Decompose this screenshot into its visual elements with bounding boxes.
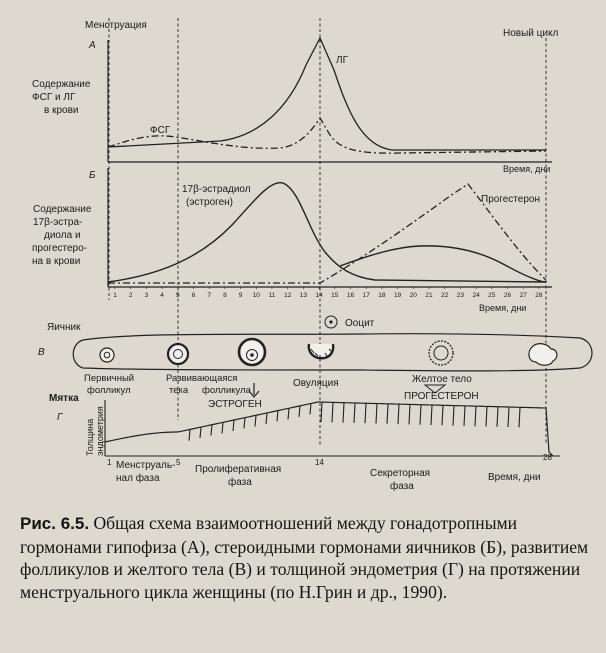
- svg-text:на в крови: на в крови: [32, 256, 81, 267]
- primary-follicle-label: [84, 373, 134, 396]
- panel-a-letter: А: [89, 40, 96, 51]
- day-tick-21: 21: [425, 292, 433, 299]
- svg-text:Содержание: Содержание: [32, 79, 91, 90]
- endometrium-gland-mark: [519, 407, 520, 427]
- endometrium-gland-mark: [255, 416, 256, 427]
- panel-g-y-label: Толщина эндометрия: [85, 406, 105, 456]
- day-tick-17: 17: [362, 292, 370, 299]
- svg-text:нал фаза: нал фаза: [116, 473, 160, 484]
- panel-g-tissue-label: Мятка: [49, 393, 79, 404]
- endometrium-gland-mark: [343, 403, 344, 423]
- estradiol-label: [182, 184, 251, 208]
- day-tick-24: 24: [472, 292, 480, 299]
- corpus-luteum-label: Желтое тело: [412, 374, 472, 385]
- day-tick-4: 4: [160, 292, 164, 299]
- endometrium-gland-mark: [310, 403, 311, 414]
- endometrium-gland-mark: [288, 408, 289, 419]
- day-tick-labels: [113, 287, 543, 299]
- progesterone-label: Прогестерон: [481, 194, 540, 205]
- endometrium-gland-mark: [211, 425, 212, 436]
- day-tick-18: 18: [378, 292, 386, 299]
- svg-text:Менструаль-: Менструаль-: [116, 460, 176, 471]
- svg-text:17β-эстра-: 17β-эстра-: [33, 217, 83, 228]
- menstrual-phase-label: [116, 460, 175, 484]
- endometrium-gland-mark: [453, 406, 454, 426]
- oocyte-label: Ооцит: [345, 318, 375, 329]
- endometrium-gland-mark: [431, 405, 432, 425]
- endometrium-gland-mark: [409, 404, 410, 424]
- day-tick-11: 11: [268, 292, 276, 299]
- day-tick-27: 27: [519, 292, 527, 299]
- g-day-28: 28: [543, 453, 552, 462]
- endometrium-gland-mark: [189, 430, 190, 441]
- panel-b-letter: Б: [89, 170, 96, 181]
- endometrium-gland-mark: [508, 407, 509, 427]
- day-tick-8: 8: [223, 292, 227, 299]
- secretory-phase-label: [370, 468, 430, 492]
- endometrium-thickness-curve: [105, 402, 553, 456]
- figure-caption: [20, 512, 598, 603]
- figure-caption-text: Общая схема взаимоотношений между гонадотропными гормонами гипофиза (А), стероидными гормонами яичников (Б), развитием фолликулов и желтого тела (В) и толщиной эндометрия (Г) на протяжении менструального цикла женщины (по Н.Грин и др., 1990).: [20, 513, 589, 602]
- day-tick-16: 16: [346, 292, 355, 299]
- svg-text:фолликул: фолликул: [87, 385, 131, 396]
- g-day-5: 5: [176, 458, 181, 467]
- day-tick-1: 1: [113, 292, 117, 299]
- endometrium-gland-mark: [332, 402, 333, 422]
- ovulation-follicle-icon: [309, 344, 333, 358]
- panel-v-progesterone-label: ПРОГЕСТЕРОН: [404, 391, 479, 402]
- endometrium-gland-mark: [376, 404, 377, 424]
- svg-text:Секреторная: Секреторная: [370, 468, 431, 479]
- new-cycle-label: Новый цикл: [503, 28, 559, 39]
- svg-text:фаза: фаза: [228, 477, 252, 488]
- svg-text:ФСГ и ЛГ: ФСГ и ЛГ: [32, 92, 76, 103]
- svg-text:17β-эстрадиол: 17β-эстрадиол: [182, 184, 251, 195]
- corpus-albicans-icon: [529, 344, 557, 366]
- panel-b-y-axis-title: [32, 204, 92, 267]
- day-tick-6: 6: [191, 292, 196, 299]
- primary-follicle-icon: [100, 348, 114, 362]
- panel-a-x-label: Время, дни: [503, 164, 551, 174]
- day-tick-5: 5: [175, 292, 180, 299]
- panel-g-x-label: Время, дни: [488, 472, 541, 483]
- svg-text:фолликула: фолликула: [202, 385, 251, 396]
- day-tick-19: 19: [393, 292, 402, 299]
- day-tick-25: 25: [488, 292, 496, 299]
- ovulation-label: Овуляция: [293, 378, 339, 389]
- panel-b-x-label: Время, дни: [479, 303, 527, 313]
- fsh-curve: [108, 118, 546, 153]
- endometrium-gland-mark: [486, 406, 487, 426]
- mature-follicle-icon: [239, 339, 265, 365]
- endometrium-gland-mark: [233, 420, 234, 431]
- day-tick-20: 20: [409, 292, 417, 299]
- corpus-luteum-icon: [429, 341, 453, 365]
- endometrium-gland-mark: [387, 404, 388, 424]
- proliferative-phase-label: [195, 463, 281, 488]
- day-tick-14: 14: [315, 292, 323, 299]
- svg-text:(эстроген): (эстроген): [186, 197, 233, 208]
- svg-text:Содержание: Содержание: [33, 204, 92, 215]
- day-tick-13: 13: [299, 292, 308, 299]
- day-tick-28: 28: [535, 292, 543, 299]
- svg-text:фаза: фаза: [390, 481, 414, 492]
- endometrium-gland-mark: [200, 427, 201, 438]
- day-tick-23: 23: [456, 292, 465, 299]
- day-tick-10: 10: [252, 292, 260, 299]
- svg-text:Развивающаяся: Развивающаяся: [166, 373, 238, 384]
- menstruation-label: Менструация: [85, 20, 147, 31]
- endometrium-gland-mark: [497, 407, 498, 427]
- day-tick-7: 7: [207, 292, 212, 299]
- endometrium-gland-mark: [299, 406, 300, 417]
- endometrium-gland-mark: [475, 406, 476, 426]
- fsh-label: ФСГ: [150, 125, 171, 136]
- endometrium-gland-mark: [277, 410, 278, 421]
- svg-text:тека: тека: [169, 385, 189, 396]
- endometrium-gland-mark: [464, 406, 465, 426]
- panel-v-letter: В: [38, 347, 45, 358]
- day-tick-3: 3: [144, 292, 149, 299]
- day-tick-2: 2: [128, 292, 133, 299]
- ovary-label: Яичник: [47, 322, 81, 333]
- day-tick-9: 9: [238, 292, 243, 299]
- g-day-1: 1: [107, 458, 112, 467]
- day-tick-12: 12: [284, 292, 292, 299]
- svg-text:Первичный: Первичный: [84, 373, 135, 384]
- day-tick-22: 22: [441, 292, 449, 299]
- g-day-14: 14: [315, 458, 324, 467]
- developing-follicle-label: [166, 373, 252, 396]
- panel-g-letter: Г: [57, 412, 63, 423]
- endometrium-gland-mark: [398, 404, 399, 424]
- developing-follicle-icon: [168, 344, 188, 364]
- endometrium-gland-mark: [365, 403, 366, 423]
- endometrium-gland-mark: [420, 405, 421, 425]
- figure-number: Рис. 6.5.: [20, 514, 90, 533]
- day-tick-26: 26: [503, 292, 512, 299]
- endometrium-gland-mark: [321, 402, 322, 422]
- day-tick-15: 15: [331, 292, 339, 299]
- endometrium-gland-mark: [354, 403, 355, 423]
- svg-text:в крови: в крови: [44, 105, 79, 116]
- lh-label: ЛГ: [336, 55, 348, 66]
- estrogen-label: ЭСТРОГЕН: [208, 399, 262, 410]
- oocyte-icon: [325, 316, 337, 328]
- svg-text:диола и: диола и: [44, 230, 81, 241]
- endometrium-gland-mark: [244, 417, 245, 428]
- panel-a-y-axis-title: [32, 79, 91, 116]
- svg-text:Пролиферативная: Пролиферативная: [195, 464, 282, 475]
- endometrium-gland-mark: [222, 423, 223, 434]
- svg-text:прогестеро-: прогестеро-: [32, 243, 88, 254]
- lh-curve: [108, 38, 546, 150]
- endometrium-gland-mark: [266, 413, 267, 424]
- endometrium-gland-mark: [442, 405, 443, 425]
